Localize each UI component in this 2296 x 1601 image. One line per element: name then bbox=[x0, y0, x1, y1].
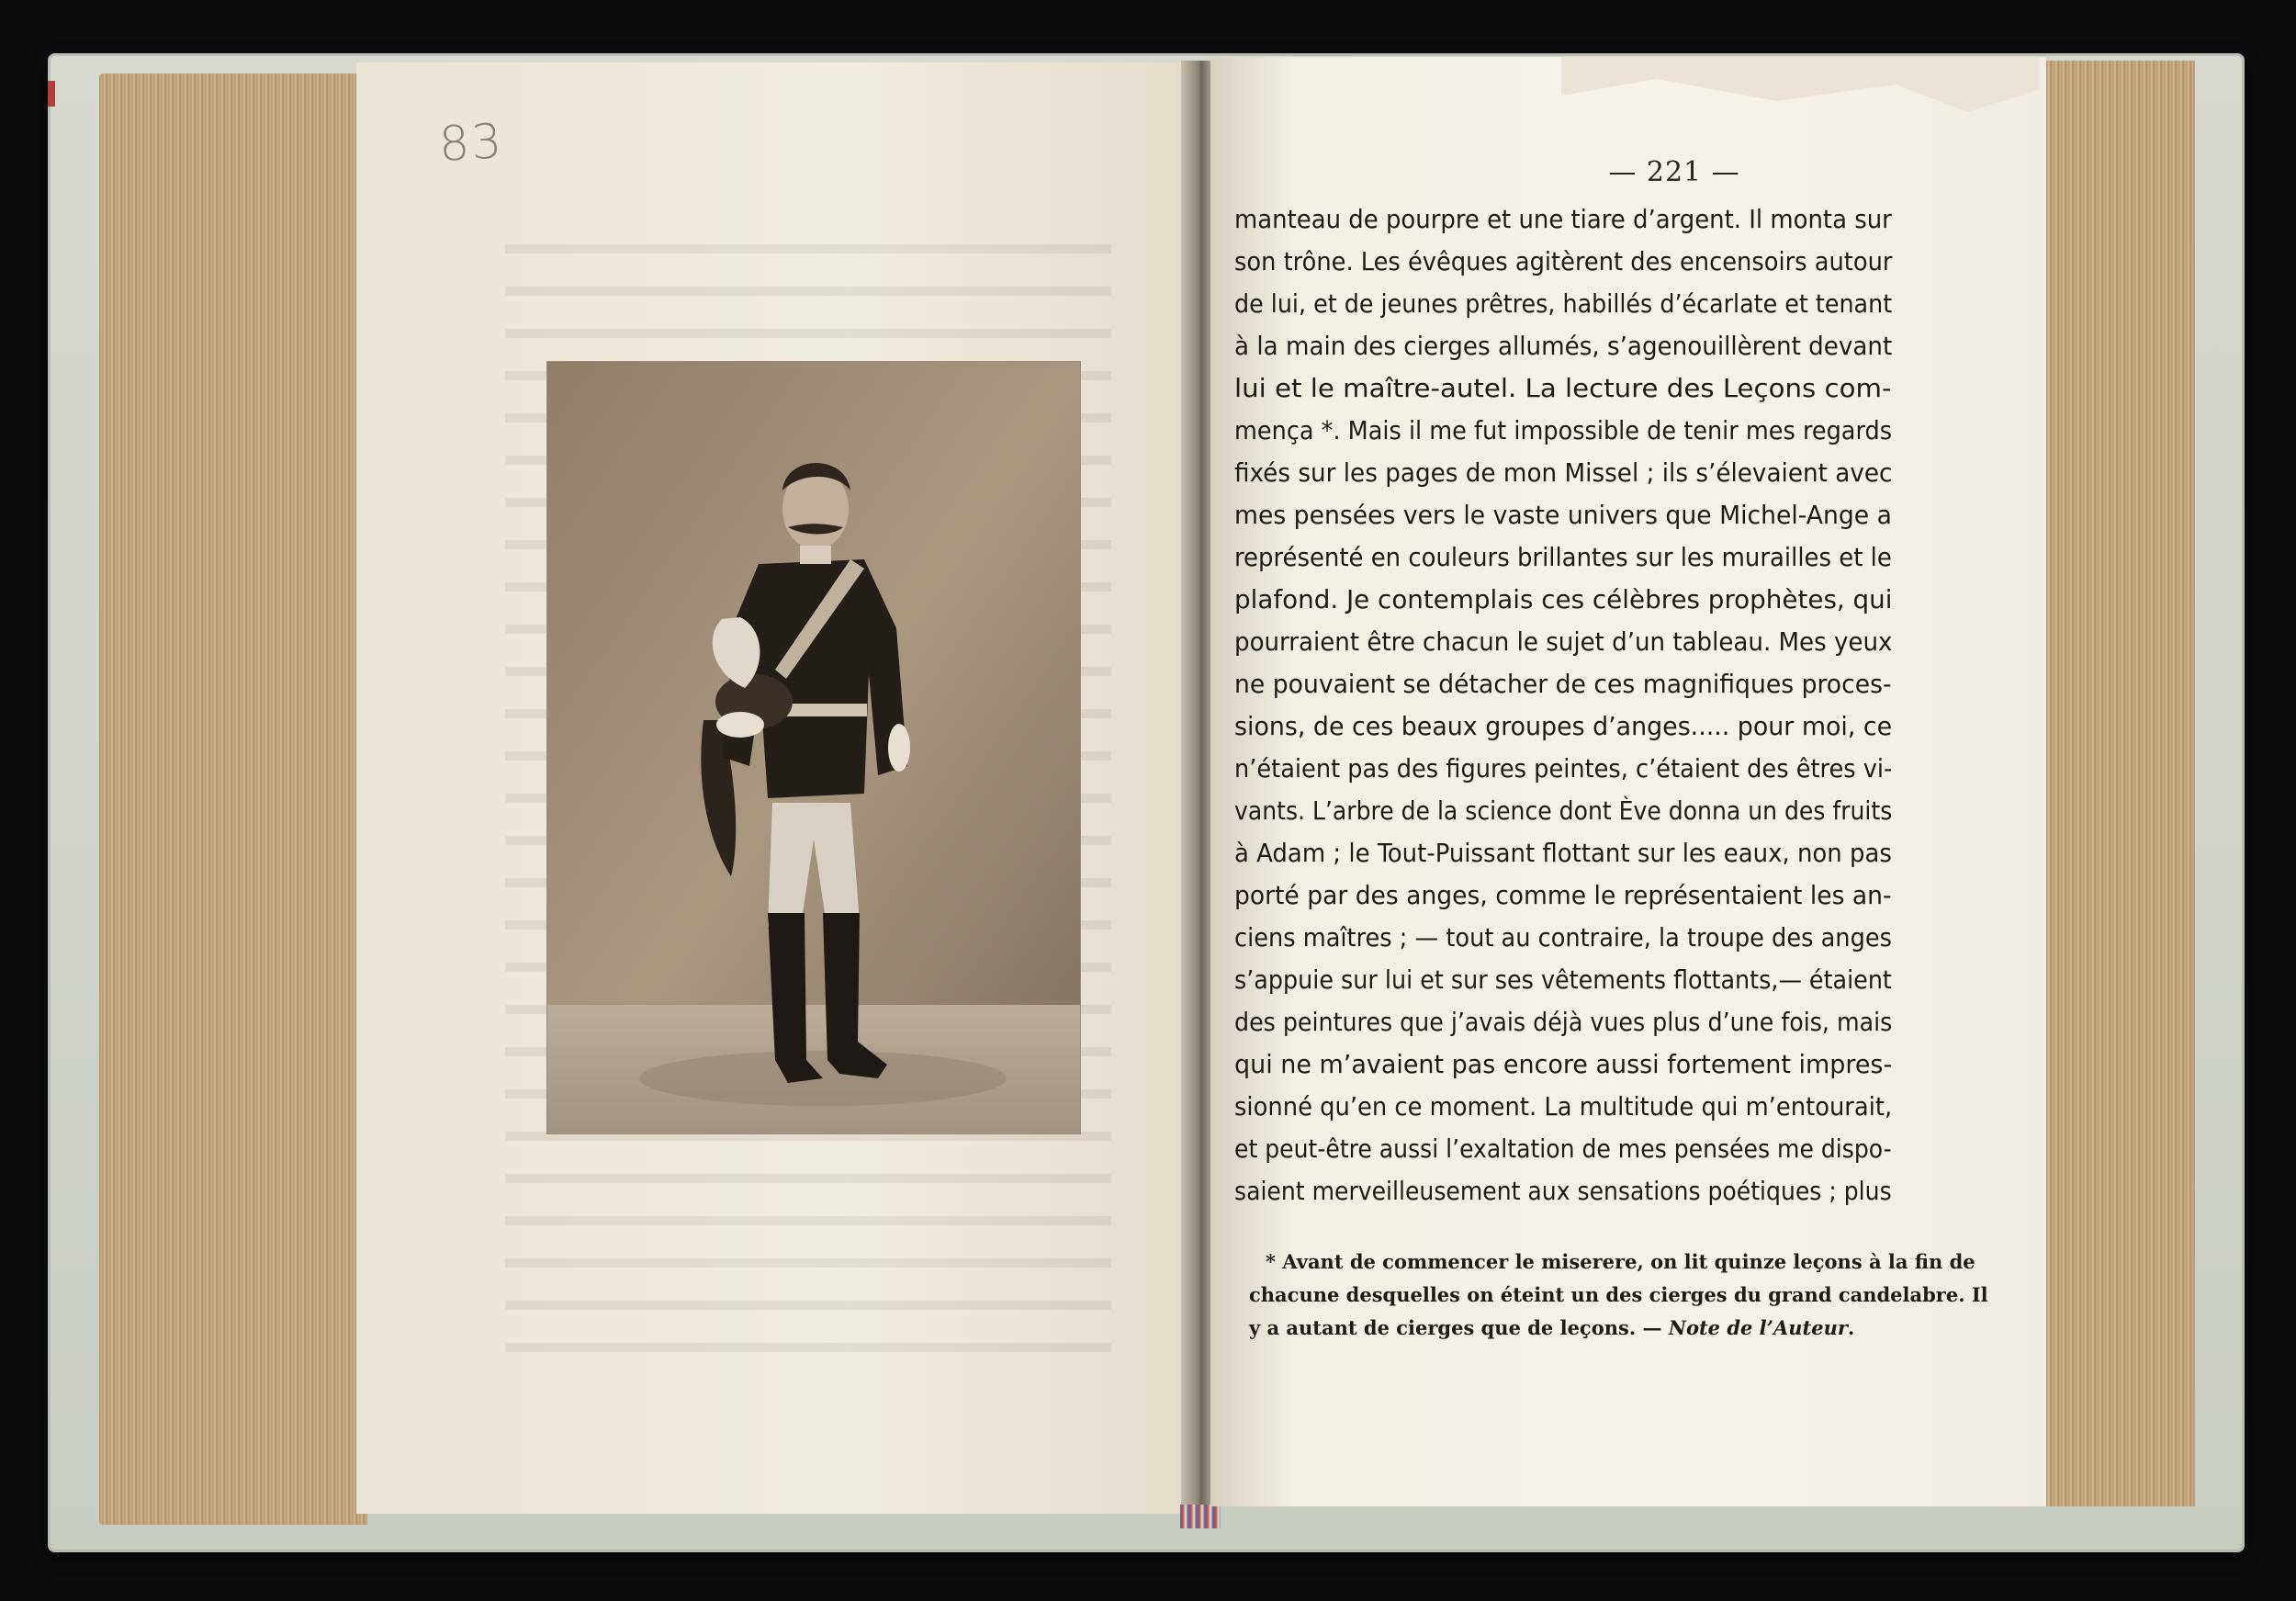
text-line: à la main des cierges allumés, s’agenouillèrent devant bbox=[1234, 332, 1893, 361]
body-text bbox=[1234, 198, 1892, 1212]
text-line: s’appuie sur lui et sur ses vêtements flottants,— étaient bbox=[1234, 965, 1892, 995]
page-number: — 221 — bbox=[1608, 156, 1740, 188]
portrait-photograph bbox=[547, 362, 1080, 1133]
text-line: manteau de pourpre et une tiare d’argent. Il monta sur bbox=[1234, 205, 1892, 234]
text-line: vants. L’arbre de la science dont Ève donna un des fruits bbox=[1234, 796, 1893, 826]
text-line: représenté en couleurs brillantes sur les murailles et le bbox=[1234, 543, 1892, 572]
text-line: des peintures que j’avais déjà vues plus d’une fois, mais bbox=[1234, 1008, 1893, 1037]
text-line: de lui, et de jeunes prêtres, habillés d’écarlate et tenant bbox=[1234, 289, 1893, 319]
headband bbox=[1180, 1505, 1221, 1528]
left-page-edges bbox=[99, 73, 367, 1525]
footnote-period: . bbox=[1847, 1316, 1855, 1339]
text-line: saient merveilleusement aux sensations poétiques ; plus bbox=[1234, 1177, 1892, 1206]
text-line: sions, de ces beaux groupes d’anges..... pour moi, ce bbox=[1234, 712, 1893, 741]
text-line: n’étaient pas des figures peintes, c’étaient des êtres vi- bbox=[1234, 754, 1893, 784]
text-line: pourraient être chacun le sujet d’un tableau. Mes yeux bbox=[1234, 627, 1893, 657]
text-line: plafond. Je contemplais ces célèbres prophètes, qui bbox=[1234, 585, 1893, 614]
footnote-line: * Avant de commencer le miserere, on lit quinze leçons à la fin de bbox=[1266, 1250, 1975, 1273]
footnote-text: y a autant de cierges que de leçons. — bbox=[1249, 1316, 1669, 1339]
text-line: ciens maîtres ; — tout au contraire, la troupe des anges bbox=[1234, 923, 1892, 953]
text-line: son trône. Les évêques agitèrent des encensoirs autour bbox=[1234, 247, 1893, 276]
text-line: mença *. Mais il me fut impossible de tenir mes regards bbox=[1234, 416, 1893, 445]
right-page-edges bbox=[2043, 61, 2195, 1506]
text-line: ne pouvaient se détacher de ces magnifiques proces- bbox=[1234, 670, 1892, 699]
footnote-line: chacune desquelles on éteint un des cierges du grand candelabre. Il bbox=[1249, 1283, 1988, 1306]
text-line: sionné qu’en ce moment. La multitude qui m’entourait, bbox=[1234, 1092, 1893, 1122]
footnote-line bbox=[1249, 1312, 1901, 1345]
text-line: porté par des anges, comme le représentaient les an- bbox=[1234, 881, 1892, 910]
author-note: Note de l’Auteur bbox=[1668, 1316, 1848, 1339]
text-line: qui ne m’avaient pas encore aussi fortement impres- bbox=[1234, 1050, 1893, 1079]
text-line: à Adam ; le Tout-Puissant flottant sur les eaux, non pas bbox=[1234, 839, 1892, 868]
text-line: lui et le maître-autel. La lecture des Leçons com- bbox=[1234, 374, 1892, 403]
handwritten-page-number: 83 bbox=[437, 114, 505, 173]
text-line: mes pensées vers le vaste univers que Michel-Ange a bbox=[1234, 501, 1892, 530]
cover-mark bbox=[48, 81, 55, 107]
text-line: fixés sur les pages de mon Missel ; ils s’élevaient avec bbox=[1234, 458, 1893, 488]
footnote bbox=[1249, 1246, 1988, 1345]
text-line: et peut-être aussi l’exaltation de mes pensées me dispo- bbox=[1234, 1134, 1892, 1164]
officer-portrait-image bbox=[547, 362, 1080, 1133]
